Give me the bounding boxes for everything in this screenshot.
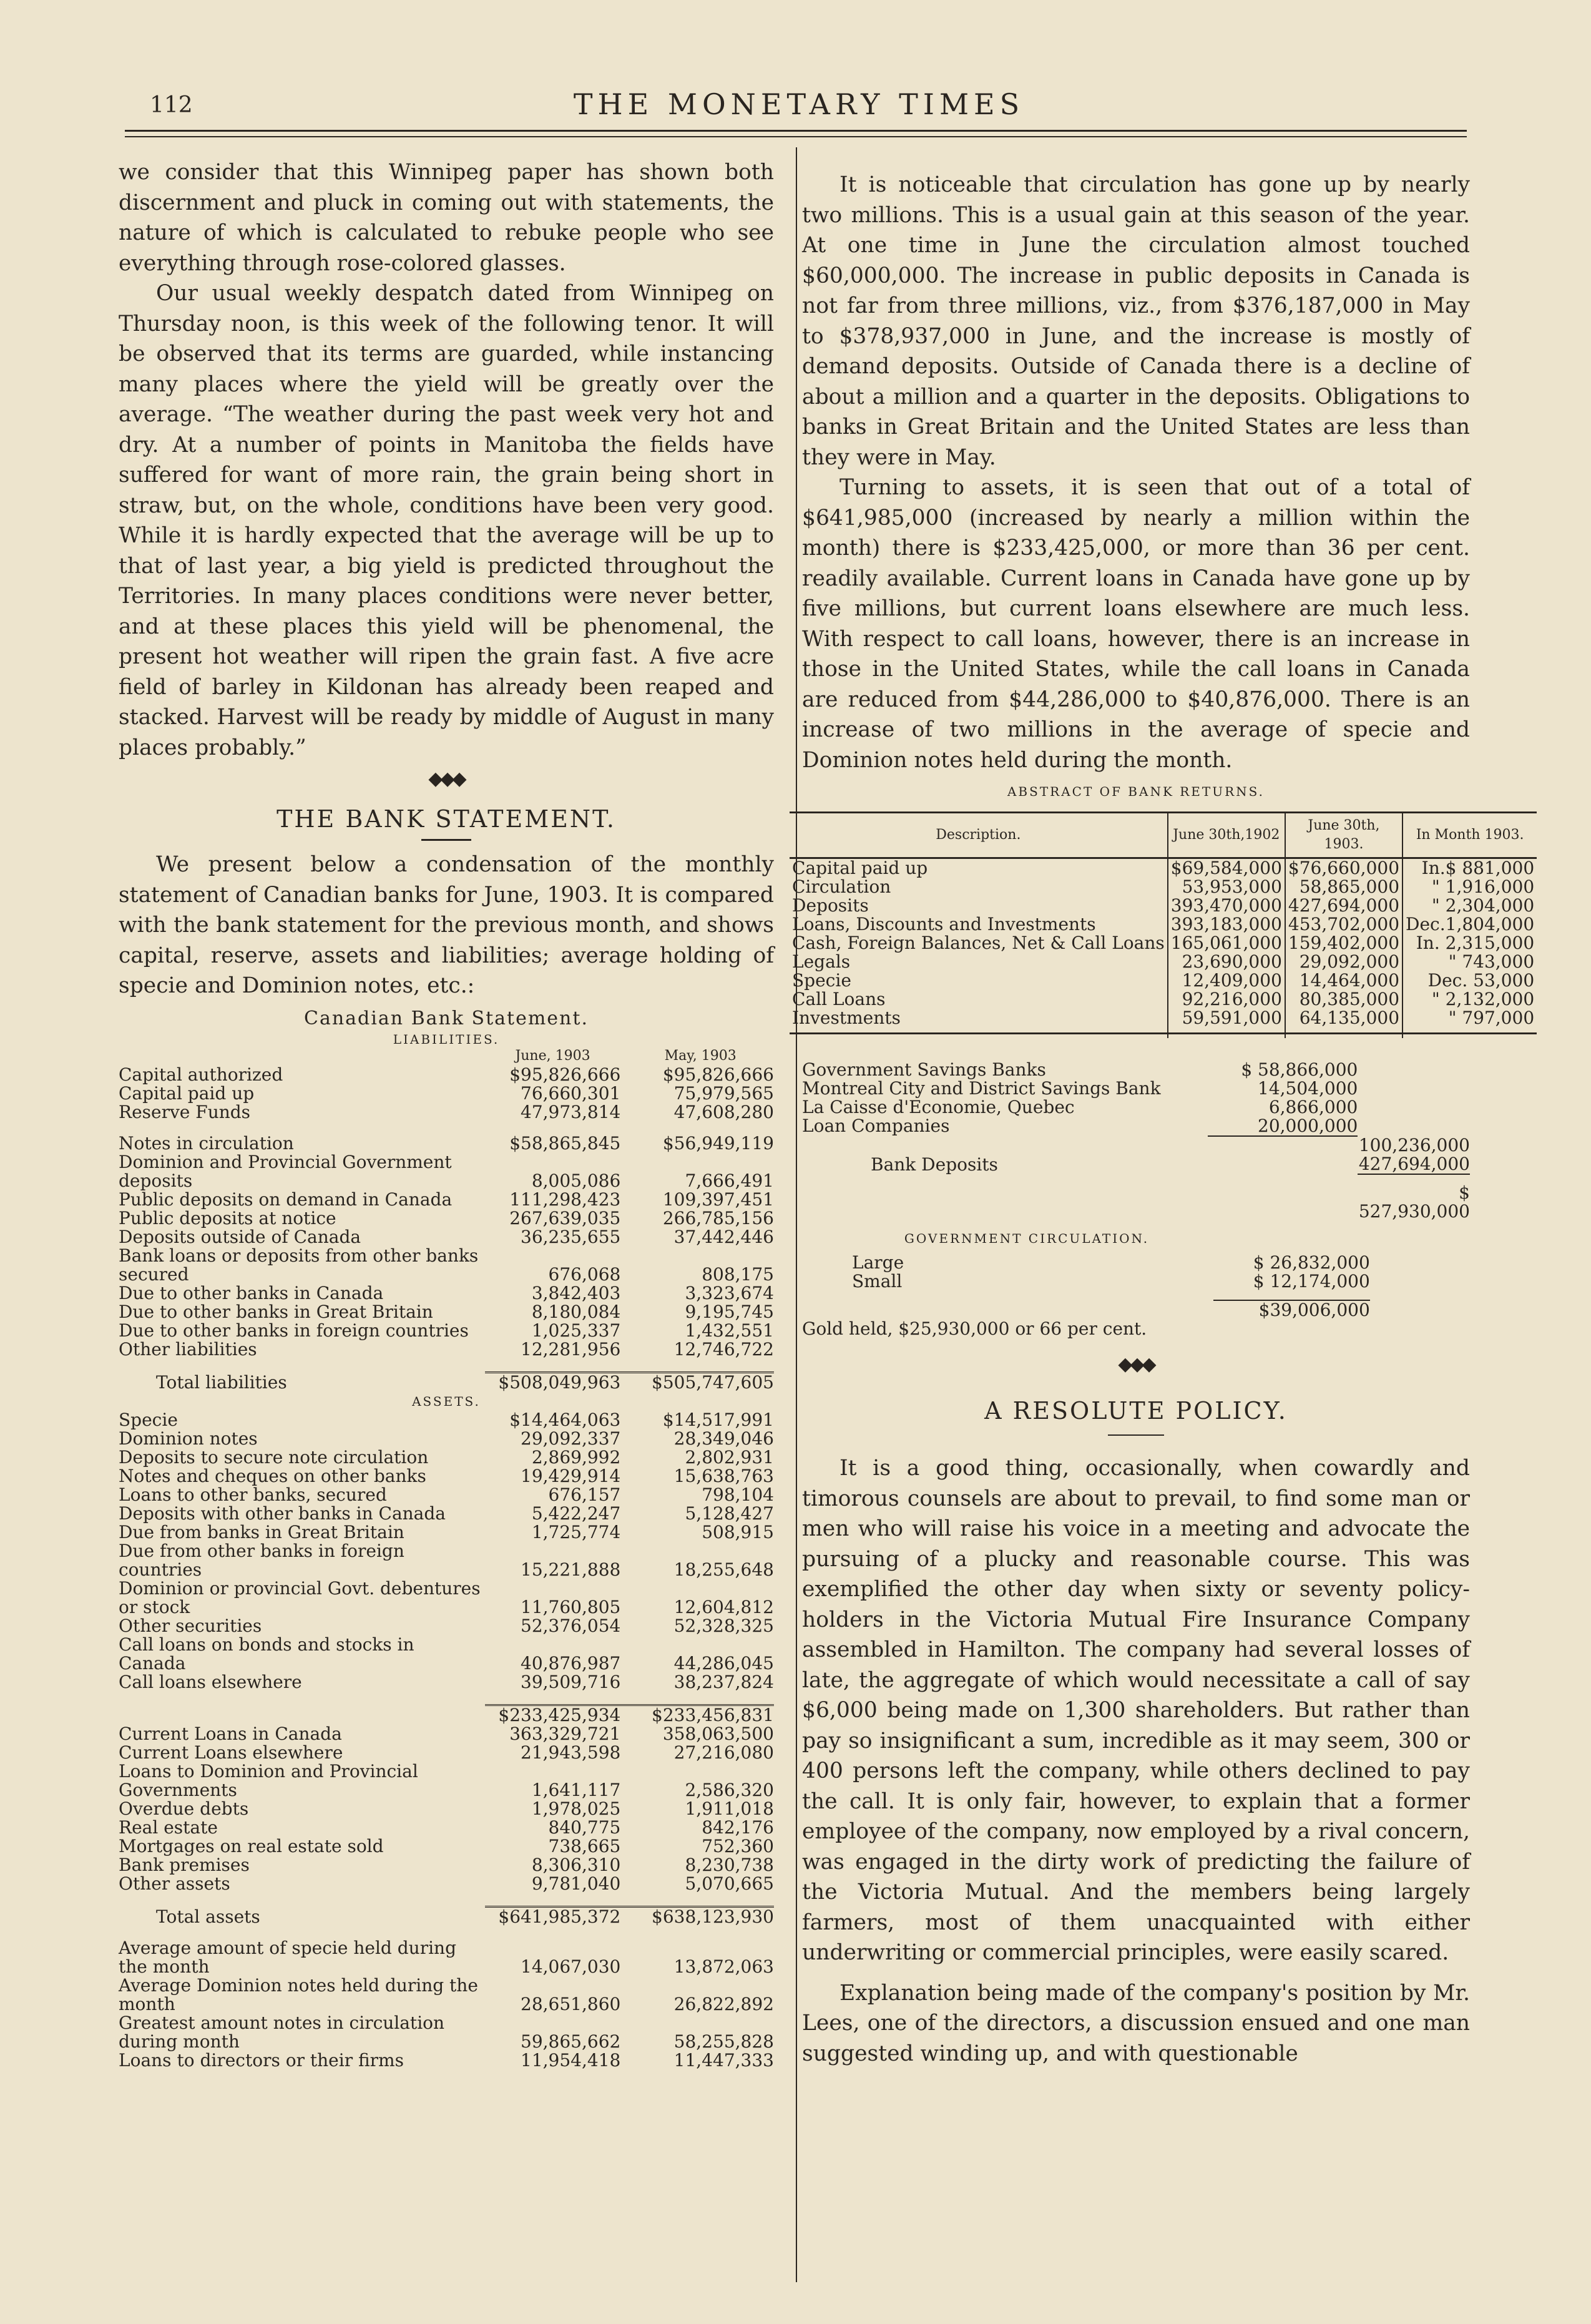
value-1903: $76,660,000 <box>1285 858 1403 878</box>
june-value: 1,978,025 <box>531 1798 621 1819</box>
row-label: Circulation <box>792 876 891 897</box>
june-value: 14,067,030 <box>521 1956 621 1977</box>
spacer <box>1370 1272 1470 1291</box>
may-value: 18,255,648 <box>673 1559 774 1580</box>
row-label: Specie <box>119 1409 178 1430</box>
table-row <box>119 1448 774 1467</box>
row-value: 427,694,000 <box>1358 1154 1470 1174</box>
value-month: Dec.1,804,000 <box>1403 915 1537 934</box>
june-value: $641,985,372 <box>485 1906 627 1926</box>
grand-total-row <box>802 1184 1470 1221</box>
value-1902: 92,216,000 <box>1168 990 1285 1009</box>
value-month: " 1,916,000 <box>1403 878 1537 896</box>
june-value: 36,235,655 <box>521 1226 621 1247</box>
row-label: Bank Deposits <box>871 1154 998 1175</box>
row-label: Total liabilities <box>156 1371 287 1393</box>
savings-table <box>802 1061 1470 1221</box>
row-label: Deposits with other banks in Canada <box>119 1503 446 1524</box>
table-row <box>119 1228 774 1247</box>
savings-total: 100,236,000 <box>1358 1135 1470 1155</box>
row-label: Real estate <box>119 1817 218 1838</box>
table-row <box>119 1837 774 1856</box>
abstract-row <box>790 990 1537 1009</box>
spacer <box>1358 1117 1470 1135</box>
row-label: Bank loans or deposits from other banks secured <box>119 1245 479 1285</box>
june-value: $95,826,666 <box>509 1064 621 1085</box>
june-value: 11,760,805 <box>521 1596 621 1617</box>
row-label: Other securities <box>119 1615 262 1636</box>
june-value: 28,651,860 <box>521 1993 621 2014</box>
column-divider <box>796 147 797 2282</box>
june-value: 19,429,914 <box>521 1465 621 1486</box>
value-1902: 393,470,000 <box>1168 896 1285 915</box>
value-1903: 58,865,000 <box>1285 878 1403 896</box>
spacer <box>1358 1098 1470 1117</box>
june-value: 1,025,337 <box>531 1320 621 1341</box>
june-value: 1,641,117 <box>531 1779 621 1800</box>
june-value: 676,157 <box>548 1484 621 1505</box>
may-value: 808,175 <box>702 1263 774 1285</box>
value-1902: 393,183,000 <box>1168 915 1285 934</box>
may-value: 52,328,325 <box>673 1615 774 1636</box>
value-1903: 453,702,000 <box>1285 915 1403 934</box>
may-value: 2,586,320 <box>685 1779 774 1800</box>
savings-row <box>802 1061 1470 1079</box>
june-value: 267,639,035 <box>509 1207 621 1228</box>
row-label: Due from other banks in foreign countries <box>119 1540 404 1580</box>
row-label: Dominion or provincial Govt. debentures or stock <box>119 1577 481 1617</box>
row-label: Capital paid up <box>792 858 928 878</box>
row-label: Loans to other banks, secured <box>119 1484 387 1505</box>
table-row <box>119 1818 774 1837</box>
may-value: 109,397,451 <box>662 1189 774 1210</box>
circulation-total-row <box>802 1300 1470 1320</box>
row-label: Reserve Funds <box>119 1101 251 1122</box>
table-row <box>119 1976 774 2014</box>
paragraph: We present below a condensation of the monthly statement of Canadian banks for June, 1903. It is compared with the bank statement for the previous month, and shows capital, reserve, assets and liabilities; average holding of specie and Dominion notes, etc.: <box>119 852 774 998</box>
row-label: Capital authorized <box>119 1064 283 1085</box>
may-value: $638,123,930 <box>627 1906 774 1926</box>
abstract-row <box>790 971 1537 990</box>
may-value: $95,826,666 <box>662 1064 774 1085</box>
table-row <box>119 1856 774 1875</box>
row-label: La Caisse d'Economie, Quebec <box>802 1097 1075 1117</box>
row-label: Deposits <box>792 895 869 916</box>
abstract-row <box>790 915 1537 934</box>
table-row <box>119 1617 774 1635</box>
june-value: $508,049,963 <box>485 1372 627 1392</box>
june-value: 676,068 <box>548 1263 621 1285</box>
header-rule-bottom <box>125 136 1467 137</box>
row-label: Loans to Dominion and Provincial Governments <box>119 1760 418 1800</box>
june-value: 3,842,403 <box>531 1282 621 1303</box>
may-value: 47,608,280 <box>673 1101 774 1122</box>
table-row <box>119 1579 774 1617</box>
value-1903: 159,402,000 <box>1285 934 1403 953</box>
value-month: " 2,304,000 <box>1403 896 1537 915</box>
row-label: Specie <box>792 970 851 991</box>
may-value: 38,237,824 <box>673 1671 774 1692</box>
table-row <box>119 1523 774 1542</box>
may-value: 9,195,745 <box>685 1301 774 1322</box>
may-value: 28,349,046 <box>673 1428 774 1449</box>
may-value: 75,979,565 <box>673 1082 774 1104</box>
june-value: 363,329,721 <box>509 1723 621 1744</box>
may-value: 12,604,812 <box>673 1596 774 1617</box>
page-header <box>125 87 1473 119</box>
may-value: 1,432,551 <box>685 1320 774 1341</box>
june-value: 40,876,987 <box>521 1652 621 1674</box>
table-row <box>119 1875 774 1893</box>
savings-row <box>802 1117 1470 1135</box>
value-month: " 743,000 <box>1403 953 1537 971</box>
may-value: 5,070,665 <box>685 1873 774 1894</box>
abstract-row <box>790 934 1537 953</box>
june-value: 2,869,992 <box>531 1446 621 1468</box>
table-row <box>119 1411 774 1429</box>
may-value: 798,104 <box>702 1484 774 1505</box>
may-value: $14,517,991 <box>662 1409 774 1430</box>
publication-title: THE MONETARY TIMES <box>573 87 1025 121</box>
value-1902: 53,953,000 <box>1168 878 1285 896</box>
june-value: $14,464,063 <box>509 1409 621 1430</box>
table-row <box>119 1247 774 1284</box>
total-liabilities-row <box>119 1372 774 1392</box>
circulation-row <box>802 1272 1470 1291</box>
table-row <box>119 2051 774 2070</box>
row-label: Call Loans <box>792 989 886 1009</box>
circulation-row <box>802 1253 1470 1272</box>
row-label: Due to other banks in Canada <box>119 1282 384 1303</box>
table-row <box>119 1939 774 1976</box>
row-value: $ 12,174,000 <box>1253 1271 1370 1292</box>
may-value: $56,949,119 <box>662 1132 774 1154</box>
table-row <box>119 1190 774 1209</box>
value-1902: 12,409,000 <box>1168 971 1285 990</box>
may-value: 842,176 <box>702 1817 774 1838</box>
may-value: 13,872,063 <box>673 1956 774 1977</box>
june-value: 8,005,086 <box>531 1170 621 1191</box>
value-1903: 427,694,000 <box>1285 896 1403 915</box>
value-month: " 2,132,000 <box>1403 990 1537 1009</box>
row-label: Public deposits at notice <box>119 1207 336 1228</box>
row-label: Loans, Discounts and Investments <box>792 914 1096 934</box>
table-row <box>119 1542 774 1579</box>
value-1903: 80,385,000 <box>1285 990 1403 1009</box>
may-value: 44,286,045 <box>673 1652 774 1674</box>
value-month: " 797,000 <box>1403 1009 1537 1034</box>
row-label: Average Dominion notes held during the month <box>119 1974 478 2014</box>
may-value: 358,063,500 <box>662 1723 774 1744</box>
may-value: $233,456,831 <box>627 1705 774 1725</box>
paragraph: Turning to assets, it is seen that out of a total of $641,985,000 (increased by nearly a million within the month) there is $233,425,000, or more than 36 per cent. readily available. Current loans in Canada have gone up by five millions, but current loans elsewhere are much less. With respect to call loans, however, there is an increase in those in the United States, while the call loans in Canada are reduced from $44,286,000 to $40,876,000. There is an increase of two millions in the average of specie and Dominion notes held during the month. <box>802 475 1470 773</box>
right-column <box>792 170 1535 2069</box>
may-value: 37,442,446 <box>673 1226 774 1247</box>
grand-total: $ 527,930,000 <box>1358 1182 1470 1222</box>
row-label: Public deposits on demand in Canada <box>119 1189 453 1210</box>
may-value: 7,666,491 <box>685 1170 774 1191</box>
may-value: 11,447,333 <box>673 2049 774 2071</box>
table-row <box>119 1153 774 1190</box>
column-header-may: May, 1903 <box>664 1047 737 1064</box>
table-row <box>119 1321 774 1340</box>
may-value: 15,638,763 <box>673 1465 774 1486</box>
may-value: 8,230,738 <box>685 1854 774 1875</box>
value-month: In. 2,315,000 <box>1403 934 1537 953</box>
row-label: Current Loans elsewhere <box>119 1742 343 1763</box>
may-value: 27,216,080 <box>673 1742 774 1763</box>
assets-label: ASSETS. <box>412 1393 481 1409</box>
circulation-total: $39,006,000 <box>1258 1300 1370 1320</box>
table-row <box>119 1725 774 1743</box>
june-value: 738,665 <box>548 1835 621 1856</box>
row-label: Government Savings Banks <box>802 1059 1046 1080</box>
row-label: Loan Companies <box>802 1115 950 1136</box>
bank-deposits-row <box>802 1155 1470 1174</box>
abstract-title: ABSTRACT OF BANK RETURNS. <box>1007 784 1265 799</box>
table-row <box>119 1743 774 1762</box>
row-label: Dominion notes <box>119 1428 258 1449</box>
may-value: 5,128,427 <box>685 1503 774 1524</box>
paragraph: It is a good thing, occasionally, when cowardly and timorous counsels are about to prevail, to find some man or men who will raise his voice in a meeting and advocate the pursuing of a plucky and reasonable course. This was exemplified the other day when sixty or seventy policy-holders in the Victoria Mutual Fire Insurance Company assembled in Hamilton. The company had several losses of late, the aggregate of which would necessitate a call of say $6,000 being made on 1,300 shareholders. But rather than pay so insignificant a sum, incredible as it may seem, 300 or 400 persons left the company, while others declined to pay the call. It is only fair, however, to explain that a former employee of the company, now employed by a rival concern, was engaged in the dirty work of predicting the failure of the Victoria Mutual. And the members being largely farmers, most of them unacquainted with either underwriting or commercial principles, were easily scared. <box>802 1456 1470 1965</box>
table-row <box>119 1673 774 1692</box>
left-column <box>119 157 774 2070</box>
row-label: Current Loans in Canada <box>119 1723 342 1744</box>
may-value: 3,323,674 <box>685 1282 774 1303</box>
table-row <box>119 1209 774 1228</box>
june-value: 76,660,301 <box>521 1082 621 1104</box>
june-value: 47,973,814 <box>521 1101 621 1122</box>
value-month: Dec. 53,000 <box>1403 971 1537 990</box>
abstract-table <box>790 811 1537 1038</box>
june-value: 8,306,310 <box>531 1854 621 1875</box>
june-value: 29,092,337 <box>521 1428 621 1449</box>
value-1902: 59,591,000 <box>1168 1009 1285 1034</box>
table-row <box>119 1762 774 1800</box>
row-label: Other assets <box>119 1873 230 1894</box>
heading-rule <box>421 839 471 841</box>
value-1903: 14,464,000 <box>1285 971 1403 990</box>
row-label: Montreal City and District Savings Bank <box>802 1078 1161 1099</box>
june-value: 111,298,423 <box>509 1189 621 1210</box>
row-label: Legals <box>792 951 851 972</box>
abstract-row <box>790 1009 1537 1034</box>
row-label: Investments <box>792 1008 901 1028</box>
row-label: Bank premises <box>119 1854 250 1875</box>
june-value: 11,954,418 <box>521 2049 621 2071</box>
june-value: 12,281,956 <box>521 1338 621 1360</box>
may-value: 508,915 <box>702 1521 774 1542</box>
table-row <box>119 1800 774 1818</box>
abstract-column-header: In Month 1903. <box>1403 813 1537 858</box>
row-label: Mortgages on real estate sold <box>119 1835 384 1856</box>
row-label: Overdue debts <box>119 1798 249 1819</box>
row-value: $ 58,866,000 <box>1241 1059 1358 1080</box>
value-1903: 64,135,000 <box>1285 1009 1403 1034</box>
may-value: 266,785,156 <box>662 1207 774 1228</box>
circulation-table <box>802 1253 1470 1320</box>
row-value: 6,866,000 <box>1268 1097 1358 1117</box>
may-value: 58,255,828 <box>673 2031 774 2052</box>
paragraph: we consider that this Winnipeg paper has shown both discernment and pluck in coming out with statements, the nature of which is calculated to rebuke people who see everything through rose-colored glasses. <box>119 160 774 276</box>
june-value: 52,376,054 <box>521 1615 621 1636</box>
paragraph: Explanation being made of the company's position by Mr. Lees, one of the directors, a discussion ensued and one man suggested winding up, and with questionable <box>802 1980 1470 2066</box>
row-label: Average amount of specie held during the month <box>119 1937 456 1977</box>
table-row <box>119 1340 774 1359</box>
row-label: Deposits to secure note circulation <box>119 1446 429 1468</box>
savings-total-row <box>802 1136 1470 1155</box>
row-label: Call loans elsewhere <box>119 1671 302 1692</box>
june-value: 840,775 <box>548 1817 621 1838</box>
june-value: 9,781,040 <box>531 1873 621 1894</box>
header-rule-top <box>125 130 1467 132</box>
row-label: Notes and cheques on other banks <box>119 1465 426 1486</box>
table-row <box>119 1066 774 1084</box>
may-value: $505,747,605 <box>627 1372 774 1392</box>
june-value: 5,422,247 <box>531 1503 621 1524</box>
table-row <box>119 1103 774 1122</box>
abstract-row <box>790 896 1537 915</box>
may-value: 2,802,931 <box>685 1446 774 1468</box>
table-row <box>119 1284 774 1303</box>
table-row <box>119 1486 774 1504</box>
spacer <box>1370 1253 1470 1272</box>
abstract-column-header: June 30th, 1903. <box>1285 813 1403 858</box>
column-header-june: June, 1903 <box>515 1047 590 1064</box>
gold-held-note: Gold held, $25,930,000 or 66 per cent. <box>802 1318 1147 1339</box>
value-1902: 165,061,000 <box>1168 934 1285 953</box>
may-value: 12,746,722 <box>673 1338 774 1360</box>
savings-row <box>802 1079 1470 1098</box>
value-month: In.$ 881,000 <box>1403 858 1537 878</box>
table-row <box>119 1635 774 1673</box>
table-row <box>119 1084 774 1103</box>
section-heading: A RESOLUTE POLICY. <box>984 1397 1288 1424</box>
paragraph: It is noticeable that circulation has gone up by nearly two millions. This is a usual gain at this season of the year. At one time in June the circulation almost touched $60,000,000. The increase in public deposits in Canada is not far from three millions, viz., from $376,187,000 in May to $378,937,000 in June, and the increase is mostly of demand deposits. Outside of Canada there is a decline of about a million and a quarter in the deposits. Obligations to banks in Great Britain and the United States are less than they were in May. <box>802 172 1470 470</box>
abstract-column-header: June 30th,1902 <box>1168 813 1285 858</box>
total-assets-row <box>119 1906 774 1926</box>
row-label: Loans to directors or their firms <box>119 2049 404 2071</box>
bank-statement-table <box>119 1047 774 2070</box>
ornament-divider: ◆◆◆ <box>428 768 464 790</box>
june-value: 21,943,598 <box>521 1742 621 1763</box>
spacer <box>1358 1061 1470 1079</box>
row-label: Small <box>852 1271 903 1292</box>
row-label: Other liabilities <box>119 1338 257 1360</box>
row-value: 14,504,000 <box>1258 1078 1358 1099</box>
row-label: Dominion and Provincial Government deposits <box>119 1151 452 1191</box>
subtotal-row <box>119 1705 774 1725</box>
june-value: 59,865,662 <box>521 2031 621 2052</box>
table-row <box>119 1467 774 1486</box>
abstract-row <box>790 878 1537 896</box>
heading-rule <box>1108 1434 1164 1436</box>
ornament-divider: ◆◆◆ <box>1118 1353 1154 1375</box>
row-label: Due from banks in Great Britain <box>119 1521 404 1542</box>
govt-circulation-title: GOVERNMENT CIRCULATION. <box>904 1231 1150 1246</box>
liabilities-label: LIABILITIES. <box>393 1031 500 1047</box>
june-value: 15,221,888 <box>521 1559 621 1580</box>
table-row <box>119 1504 774 1523</box>
value-1902: 23,690,000 <box>1168 953 1285 971</box>
value-1903: 29,092,000 <box>1285 953 1403 971</box>
row-label: Call loans on bonds and stocks in Canada <box>119 1634 414 1674</box>
june-value: $233,425,934 <box>485 1705 627 1725</box>
june-value: 1,725,774 <box>531 1521 621 1542</box>
abstract-row <box>790 858 1537 878</box>
table-row <box>119 1429 774 1448</box>
may-value: 752,360 <box>702 1835 774 1856</box>
row-label: Greatest amount notes in circulation during month <box>119 2012 445 2052</box>
abstract-column-header: Description. <box>936 827 1021 843</box>
table-row <box>119 2014 774 2051</box>
table-row <box>119 1303 774 1321</box>
june-value: $58,865,845 <box>509 1132 621 1154</box>
june-value: 39,509,716 <box>521 1671 621 1692</box>
row-label: Due to other banks in Great Britain <box>119 1301 433 1322</box>
paragraph: Our usual weekly despatch dated from Winnipeg on Thursday noon, is this week of the following tenor. It will be observed that its terms are guarded, while instancing many places where the yield will be greatly over the average. “The weather during the past week very hot and dry. At a number of points in Manitoba the fields have suffered for want of more rain, the grain being short in straw, but, on the whole, conditions have been very good. While it is hardly expected that the average will be up to that of last year, a big yield is predicted throughout the Territories. In many places conditions were never better, and at these places this yield will be phenomenal, the present hot weather will ripen the grain fast. A five acre field of barley in Kildonan has already been reaped and stacked. Harvest will be ready by middle of August in many places probably.” <box>119 281 774 760</box>
row-label: Notes in circulation <box>119 1132 294 1154</box>
june-value: 8,180,084 <box>531 1301 621 1322</box>
row-label: Total assets <box>156 1906 260 1927</box>
may-value: 26,822,892 <box>673 1993 774 2014</box>
page-number: 112 <box>150 92 193 118</box>
abstract-row <box>790 953 1537 971</box>
row-label: Capital paid up <box>119 1082 255 1104</box>
row-label: Deposits outside of Canada <box>119 1226 361 1247</box>
row-label: Large <box>852 1252 904 1273</box>
row-label: Due to other banks in foreign countries <box>119 1320 469 1341</box>
table-row <box>119 1134 774 1153</box>
savings-row <box>802 1098 1470 1117</box>
row-value: $ 26,832,000 <box>1253 1252 1370 1273</box>
section-heading: THE BANK STATEMENT. <box>277 805 616 833</box>
may-value: 1,911,018 <box>685 1798 774 1819</box>
value-1902: $69,584,000 <box>1168 858 1285 878</box>
row-value: 20,000,000 <box>1258 1115 1358 1136</box>
table-title: Canadian Bank Statement. <box>304 1007 589 1029</box>
spacer <box>1358 1079 1470 1098</box>
row-label: Cash, Foreign Balances, Net & Call Loans <box>792 933 1165 953</box>
